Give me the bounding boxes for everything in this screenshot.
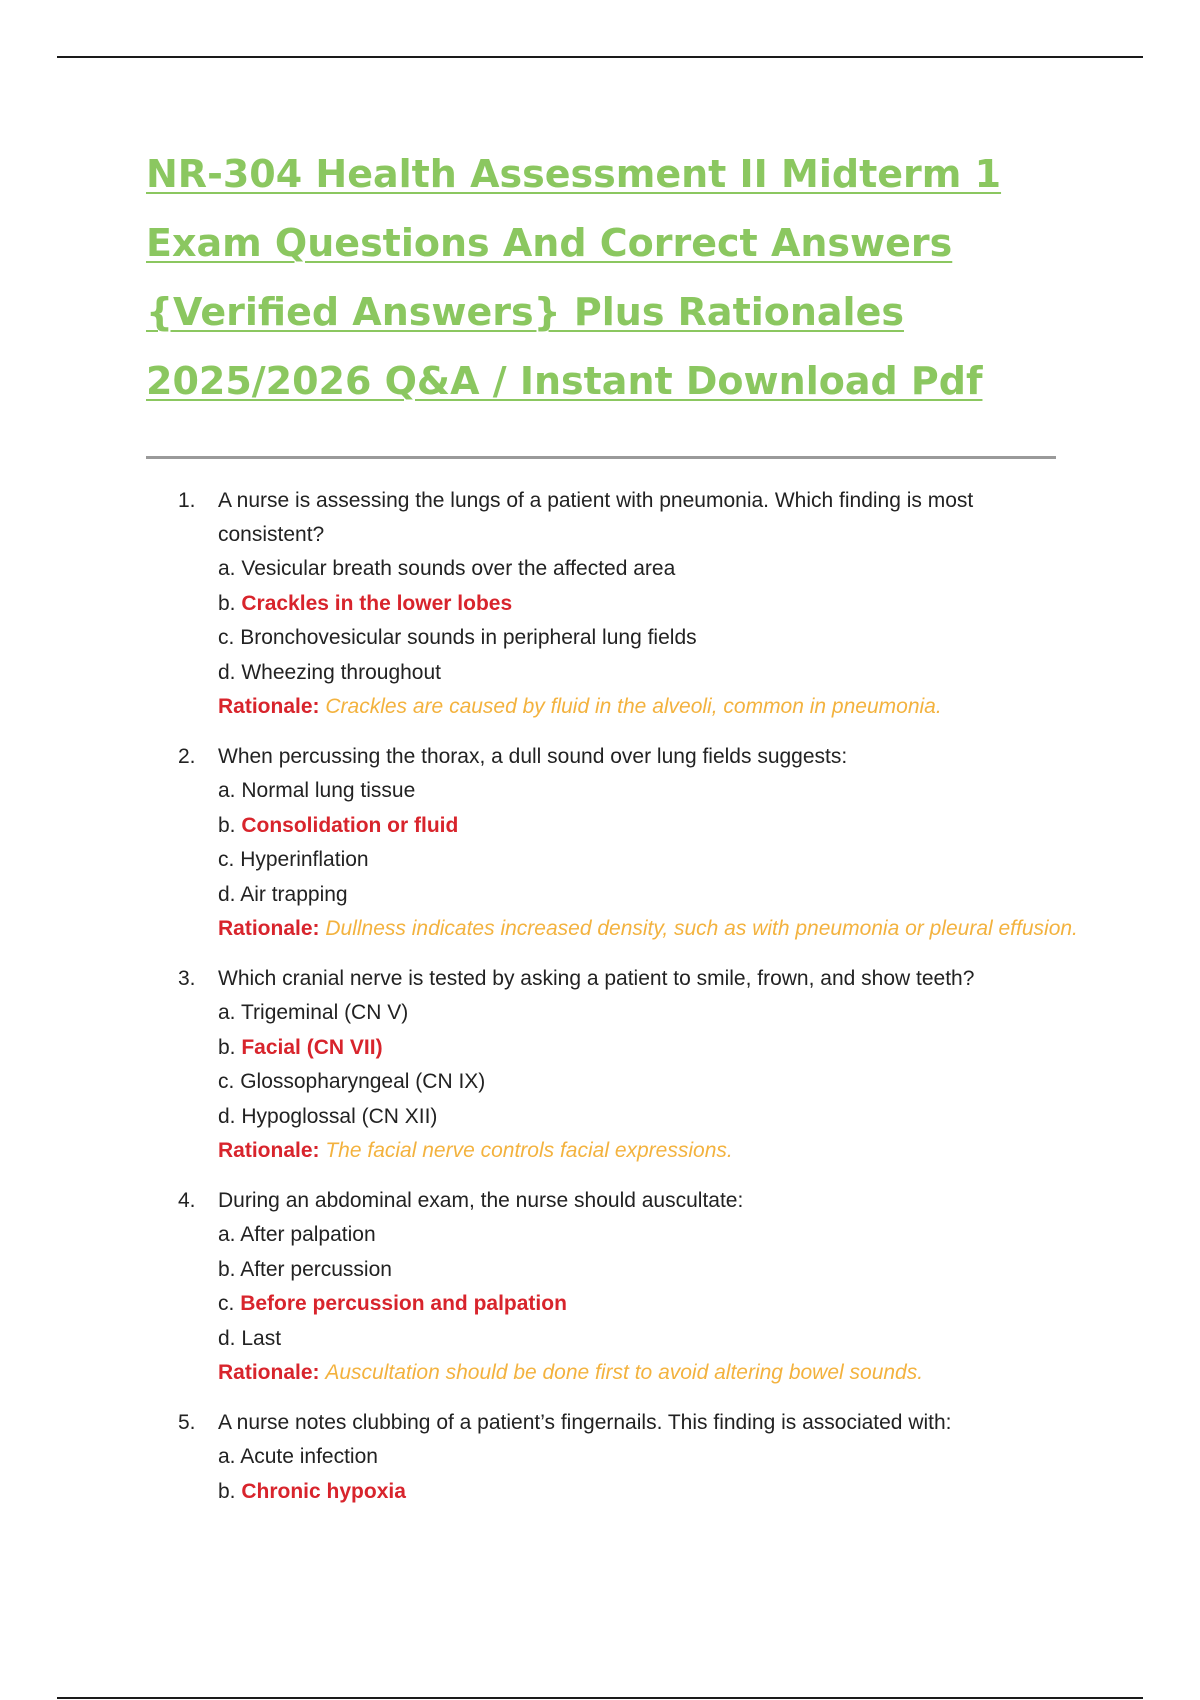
title-line-text: NR-304 Health Assessment II Midterm 1	[146, 152, 1002, 196]
page-bottom-rule	[57, 1697, 1143, 1699]
option-text: Facial (CN VII)	[241, 1035, 383, 1059]
option-text: Chronic hypoxia	[241, 1479, 406, 1503]
option-letter: a.	[218, 1445, 236, 1468]
option-text: Last	[241, 1326, 282, 1350]
answer-option	[218, 1322, 1078, 1357]
option-text: After percussion	[240, 1257, 392, 1281]
title-line-text: 2025/2026 Q&A / Instant Download Pdf	[146, 359, 983, 403]
rationale-text: Crackles are caused by fluid in the alveoli, common in pneumonia.	[325, 695, 942, 718]
option-text: Glossopharyngeal (CN IX)	[240, 1070, 486, 1093]
page-top-rule	[57, 56, 1143, 58]
title-line	[146, 347, 1066, 416]
question-number: 2.	[178, 745, 196, 768]
option-text: Normal lung tissue	[241, 779, 416, 802]
title-line-text: Exam Questions And Correct Answers	[146, 221, 953, 265]
answer-option	[218, 1218, 1078, 1253]
option-text: Vesicular breath sounds over the affected area	[241, 557, 676, 580]
rationale	[218, 1356, 1078, 1390]
rationale-text: Auscultation should be done first to avoid altering bowel sounds.	[325, 1361, 924, 1384]
option-letter: a.	[218, 1001, 236, 1024]
rationale	[218, 912, 1078, 946]
rationale-label: Rationale:	[218, 695, 320, 718]
correct-answer-option	[218, 1475, 1078, 1510]
title-line	[146, 140, 1066, 209]
option-text: Hypoglossal (CN XII)	[241, 1104, 438, 1128]
title-line-text: {Verified Answers} Plus Rationales	[146, 290, 904, 334]
title-line	[146, 209, 1066, 278]
document-title	[146, 140, 1066, 416]
answer-option	[218, 621, 1078, 656]
question-4	[178, 1184, 1078, 1390]
question-number: 4.	[178, 1189, 196, 1212]
answer-option	[218, 552, 1078, 587]
rationale-label: Rationale:	[218, 917, 320, 940]
option-letter: a.	[218, 779, 236, 802]
option-letter: c.	[218, 626, 235, 649]
question-text: During an abdominal exam, the nurse should auscultate:	[218, 1189, 744, 1212]
option-letter: d.	[218, 1104, 236, 1128]
question-number: 5.	[178, 1411, 196, 1434]
option-letter: b.	[218, 1257, 236, 1281]
option-letter: d.	[218, 882, 236, 906]
rationale-label: Rationale:	[218, 1139, 320, 1162]
answer-option	[218, 1065, 1078, 1100]
question-list	[178, 484, 1078, 1525]
option-letter: a.	[218, 1223, 236, 1246]
rationale-label: Rationale:	[218, 1361, 320, 1384]
option-letter: b.	[218, 591, 236, 615]
option-text: After palpation	[240, 1223, 376, 1246]
option-text: Bronchovesicular sounds in peripheral lung fields	[240, 626, 697, 649]
option-text: Crackles in the lower lobes	[241, 591, 513, 615]
option-letter: c.	[218, 1070, 235, 1093]
option-letter: b.	[218, 1035, 236, 1059]
option-letter: c.	[218, 1292, 235, 1315]
correct-answer-option	[218, 1031, 1078, 1066]
correct-answer-option	[218, 587, 1078, 622]
option-letter: d.	[218, 1326, 236, 1350]
answer-option	[218, 878, 1078, 913]
option-letter: a.	[218, 557, 236, 580]
question-number: 1.	[178, 489, 196, 512]
question-2	[178, 740, 1078, 946]
answer-option	[218, 1100, 1078, 1135]
answer-option	[218, 1440, 1078, 1475]
answer-option	[218, 843, 1078, 878]
option-text: Before percussion and palpation	[240, 1292, 567, 1315]
question-text: A nurse notes clubbing of a patient’s fingernails. This finding is associated with:	[218, 1411, 952, 1434]
question-text: Which cranial nerve is tested by asking a patient to smile, frown, and show teeth?	[218, 967, 975, 990]
answer-option	[218, 1253, 1078, 1288]
option-letter: b.	[218, 1479, 236, 1503]
rationale-text: Dullness indicates increased density, such as with pneumonia or pleural effusion.	[325, 917, 1078, 940]
question-1	[178, 484, 1078, 724]
title-line	[146, 278, 1066, 347]
option-letter: c.	[218, 848, 235, 871]
answer-option	[218, 774, 1078, 809]
question-3	[178, 962, 1078, 1168]
correct-answer-option	[218, 809, 1078, 844]
question-text: A nurse is assessing the lungs of a patient with pneumonia. Which finding is most consistent?	[218, 489, 974, 546]
option-text: Air trapping	[240, 882, 348, 906]
answer-option	[218, 656, 1078, 691]
option-letter: d.	[218, 660, 236, 684]
rationale	[218, 1134, 1078, 1168]
option-text: Wheezing throughout	[241, 660, 441, 684]
option-text: Hyperinflation	[240, 848, 369, 871]
option-text: Consolidation or fluid	[241, 813, 459, 837]
option-text: Trigeminal (CN V)	[240, 1001, 409, 1024]
question-text: When percussing the thorax, a dull sound over lung fields suggests:	[218, 745, 848, 768]
answer-option	[218, 996, 1078, 1031]
question-number: 3.	[178, 967, 196, 990]
rationale-text: The facial nerve controls facial expressions.	[325, 1139, 733, 1162]
question-5	[178, 1406, 1078, 1509]
rationale	[218, 690, 1078, 724]
title-divider	[146, 456, 1056, 459]
option-text: Acute infection	[240, 1445, 378, 1468]
option-letter: b.	[218, 813, 236, 837]
correct-answer-option	[218, 1287, 1078, 1322]
